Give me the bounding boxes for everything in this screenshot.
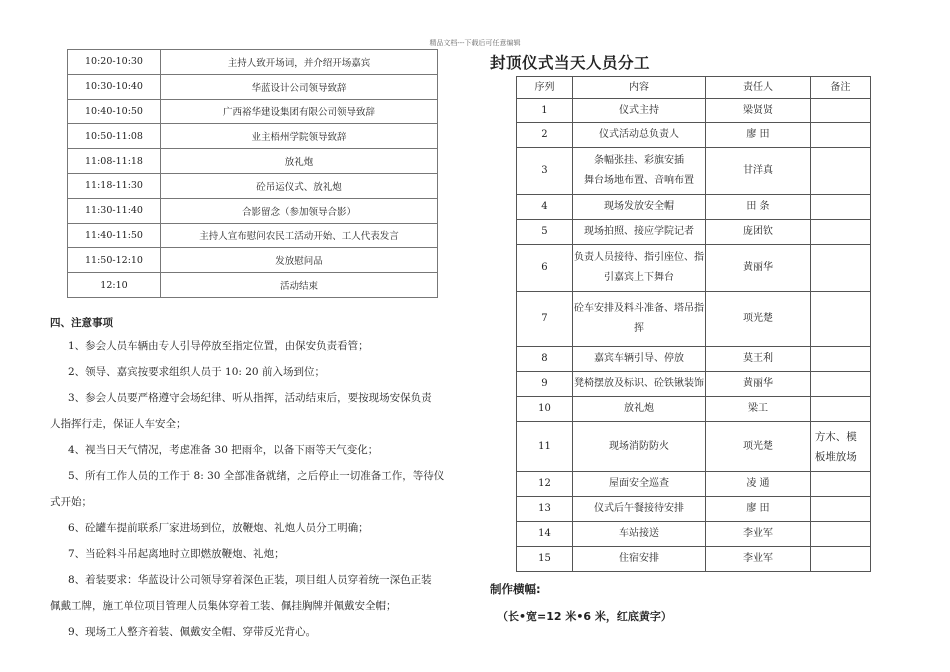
- duty-note: [810, 195, 870, 220]
- duty-content: 条幅张挂、彩旗安插 舞台场地布置、音响布置: [572, 148, 705, 195]
- duty-person: 庞团钦: [706, 220, 811, 245]
- schedule-row: [68, 173, 438, 198]
- schedule-row: [68, 273, 438, 298]
- schedule-time: 10:50-11:08: [68, 124, 161, 149]
- duty-row: [517, 422, 871, 472]
- duty-content: 仪式活动总负责人: [572, 123, 705, 148]
- duty-content: 现场消防防火: [572, 422, 705, 472]
- schedule-event: 放礼炮: [161, 149, 438, 174]
- duty-table-header-row: [517, 77, 871, 99]
- duty-person: 廖 田: [706, 497, 811, 522]
- schedule-time: 10:30-10:40: [68, 74, 161, 99]
- schedule-event: 主持人致开场词，并介绍开场嘉宾: [161, 50, 438, 75]
- duty-row: [517, 245, 871, 292]
- duty-note: [810, 292, 870, 347]
- schedule-time: 12:10: [68, 273, 161, 298]
- duty-content: 砼车安排及料斗准备、塔吊指 挥: [572, 292, 705, 347]
- duty-content: 屋面安全巡查: [572, 472, 705, 497]
- header-person: 责任人: [706, 77, 811, 99]
- duty-person: 廖 田: [706, 123, 811, 148]
- schedule-row: [68, 99, 438, 124]
- notes-item: 人指挥行走，保证人车安全；: [50, 418, 187, 430]
- notes-item: 6、砼罐车提前联系厂家进场到位，放鞭炮、礼炮人员分工明确；: [68, 522, 369, 534]
- notes-item: 2、领导、嘉宾按要求组织人员于 10: 20 前入场到位；: [68, 366, 325, 378]
- notes-item: 3、参会人员要严格遵守会场纪律、听从指挥，活动结束后，要按现场安保负责: [68, 392, 432, 404]
- schedule-row: [68, 198, 438, 223]
- header-note: 精品文档---下载后可任意编辑: [429, 39, 521, 47]
- duty-no: 12: [517, 472, 573, 497]
- schedule-event: 合影留念（参加领导合影）: [161, 198, 438, 223]
- duty-person: 梁工: [706, 397, 811, 422]
- schedule-event: 活动结束: [161, 273, 438, 298]
- duty-note: 方木、模 板堆放场: [810, 422, 870, 472]
- schedule-time: 11:30-11:40: [68, 198, 161, 223]
- duty-row: [517, 497, 871, 522]
- duty-no: 15: [517, 547, 573, 572]
- duty-content: 住宿安排: [572, 547, 705, 572]
- schedule-row: [68, 50, 438, 75]
- duty-row: [517, 547, 871, 572]
- header-content: 内容: [572, 77, 705, 99]
- duty-content: 放礼炮: [572, 397, 705, 422]
- duty-note: [810, 497, 870, 522]
- duty-note: [810, 547, 870, 572]
- duty-content: 仪式后午餐接待安排: [572, 497, 705, 522]
- notes-item: 5、所有工作人员的工作于 8: 30 全部准备就绪，之后停止一切准备工作，等待仪: [68, 470, 445, 482]
- duty-row: [517, 347, 871, 372]
- duty-person: 凌 通: [706, 472, 811, 497]
- duty-row: [517, 292, 871, 347]
- header-note: 备注: [810, 77, 870, 99]
- schedule-time: 11:50-12:10: [68, 248, 161, 273]
- duty-person: 梁贤贤: [706, 99, 811, 123]
- duty-person: 黄丽华: [706, 245, 811, 292]
- notes-item: 式开始；: [50, 496, 92, 508]
- schedule-table: [67, 49, 438, 298]
- schedule-time: 11:40-11:50: [68, 223, 161, 248]
- duty-row: [517, 220, 871, 245]
- duty-row: [517, 195, 871, 220]
- duty-row: [517, 472, 871, 497]
- duty-no: 1: [517, 99, 573, 123]
- notes-item: 9、现场工人整齐着装、佩戴安全帽、穿带反光背心。: [68, 626, 317, 638]
- duty-table: [516, 76, 871, 572]
- schedule-event: 砼吊运仪式、放礼炮: [161, 173, 438, 198]
- schedule-time: 11:18-11:30: [68, 173, 161, 198]
- schedule-time: 11:08-11:18: [68, 149, 161, 174]
- duty-no: 2: [517, 123, 573, 148]
- duty-note: [810, 148, 870, 195]
- duty-note: [810, 123, 870, 148]
- duty-row: [517, 522, 871, 547]
- schedule-row: [68, 74, 438, 99]
- schedule-row: [68, 248, 438, 273]
- banner-spec: （长•宽=12 米•6 米，红底黄字）: [497, 610, 672, 623]
- duty-person: 项光楚: [706, 292, 811, 347]
- duty-note: [810, 245, 870, 292]
- duty-content: 嘉宾车辆引导、停放: [572, 347, 705, 372]
- schedule-row: [68, 223, 438, 248]
- duty-content: 现场发放安全帽: [572, 195, 705, 220]
- duty-table-title: 封顶仪式当天人员分工: [490, 54, 651, 72]
- duty-person: 甘洋真: [706, 148, 811, 195]
- duty-content: 车站接送: [572, 522, 705, 547]
- schedule-time: 10:40-10:50: [68, 99, 161, 124]
- duty-row: [517, 372, 871, 397]
- notes-item: 8、着装要求：华蓝设计公司领导穿着深色正装，项目组人员穿着统一深色正装: [68, 574, 432, 586]
- duty-person: 李业军: [706, 547, 811, 572]
- header-no: 序列: [517, 77, 573, 99]
- duty-row: [517, 397, 871, 422]
- duty-person: 李业军: [706, 522, 811, 547]
- duty-content: 负责人员接待、指引座位、指 引嘉宾上下舞台: [572, 245, 705, 292]
- notes-item: 7、当砼料斗吊起离地时立即燃放鞭炮、礼炮；: [68, 548, 285, 560]
- duty-row: [517, 148, 871, 195]
- schedule-event: 业主梧州学院领导致辞: [161, 124, 438, 149]
- duty-note: [810, 99, 870, 123]
- duty-content: 仪式主持: [572, 99, 705, 123]
- duty-no: 10: [517, 397, 573, 422]
- notes-item: 4、视当日天气情况，考虑准备 30 把雨伞，以备下雨等天气变化；: [68, 444, 379, 456]
- schedule-event: 主持人宣布慰问农民工活动开始、工人代表发言: [161, 223, 438, 248]
- duty-no: 6: [517, 245, 573, 292]
- duty-note: [810, 220, 870, 245]
- schedule-event: 发放慰问品: [161, 248, 438, 273]
- schedule-row: [68, 124, 438, 149]
- duty-content: 凳椅摆放及标识、砼铁锹装饰: [572, 372, 705, 397]
- duty-no: 8: [517, 347, 573, 372]
- duty-note: [810, 522, 870, 547]
- duty-note: [810, 397, 870, 422]
- duty-person: 莫王利: [706, 347, 811, 372]
- schedule-time: 10:20-10:30: [68, 50, 161, 75]
- duty-note: [810, 472, 870, 497]
- duty-row: [517, 123, 871, 148]
- duty-row: [517, 99, 871, 123]
- duty-no: 4: [517, 195, 573, 220]
- banner-title: 制作横幅:: [490, 582, 541, 596]
- schedule-row: [68, 149, 438, 174]
- duty-content: 现场拍照、接应学院记者: [572, 220, 705, 245]
- duty-no: 13: [517, 497, 573, 522]
- duty-no: 5: [517, 220, 573, 245]
- duty-note: [810, 372, 870, 397]
- duty-person: 黄丽华: [706, 372, 811, 397]
- duty-person: 项光楚: [706, 422, 811, 472]
- duty-no: 7: [517, 292, 573, 347]
- notes-item: 1、参会人员车辆由专人引导停放至指定位置，由保安负责看管；: [68, 340, 369, 352]
- duty-no: 11: [517, 422, 573, 472]
- notes-title: 四、注意事项: [50, 317, 113, 329]
- schedule-event: 广西裕华建设集团有限公司领导致辞: [161, 99, 438, 124]
- duty-person: 田 条: [706, 195, 811, 220]
- schedule-event: 华蓝设计公司领导致辞: [161, 74, 438, 99]
- notes-item: 佩戴工牌，施工单位项目管理人员集体穿着工装、佩挂胸牌并佩戴安全帽；: [50, 600, 397, 612]
- duty-no: 14: [517, 522, 573, 547]
- duty-note: [810, 347, 870, 372]
- duty-no: 9: [517, 372, 573, 397]
- duty-no: 3: [517, 148, 573, 195]
